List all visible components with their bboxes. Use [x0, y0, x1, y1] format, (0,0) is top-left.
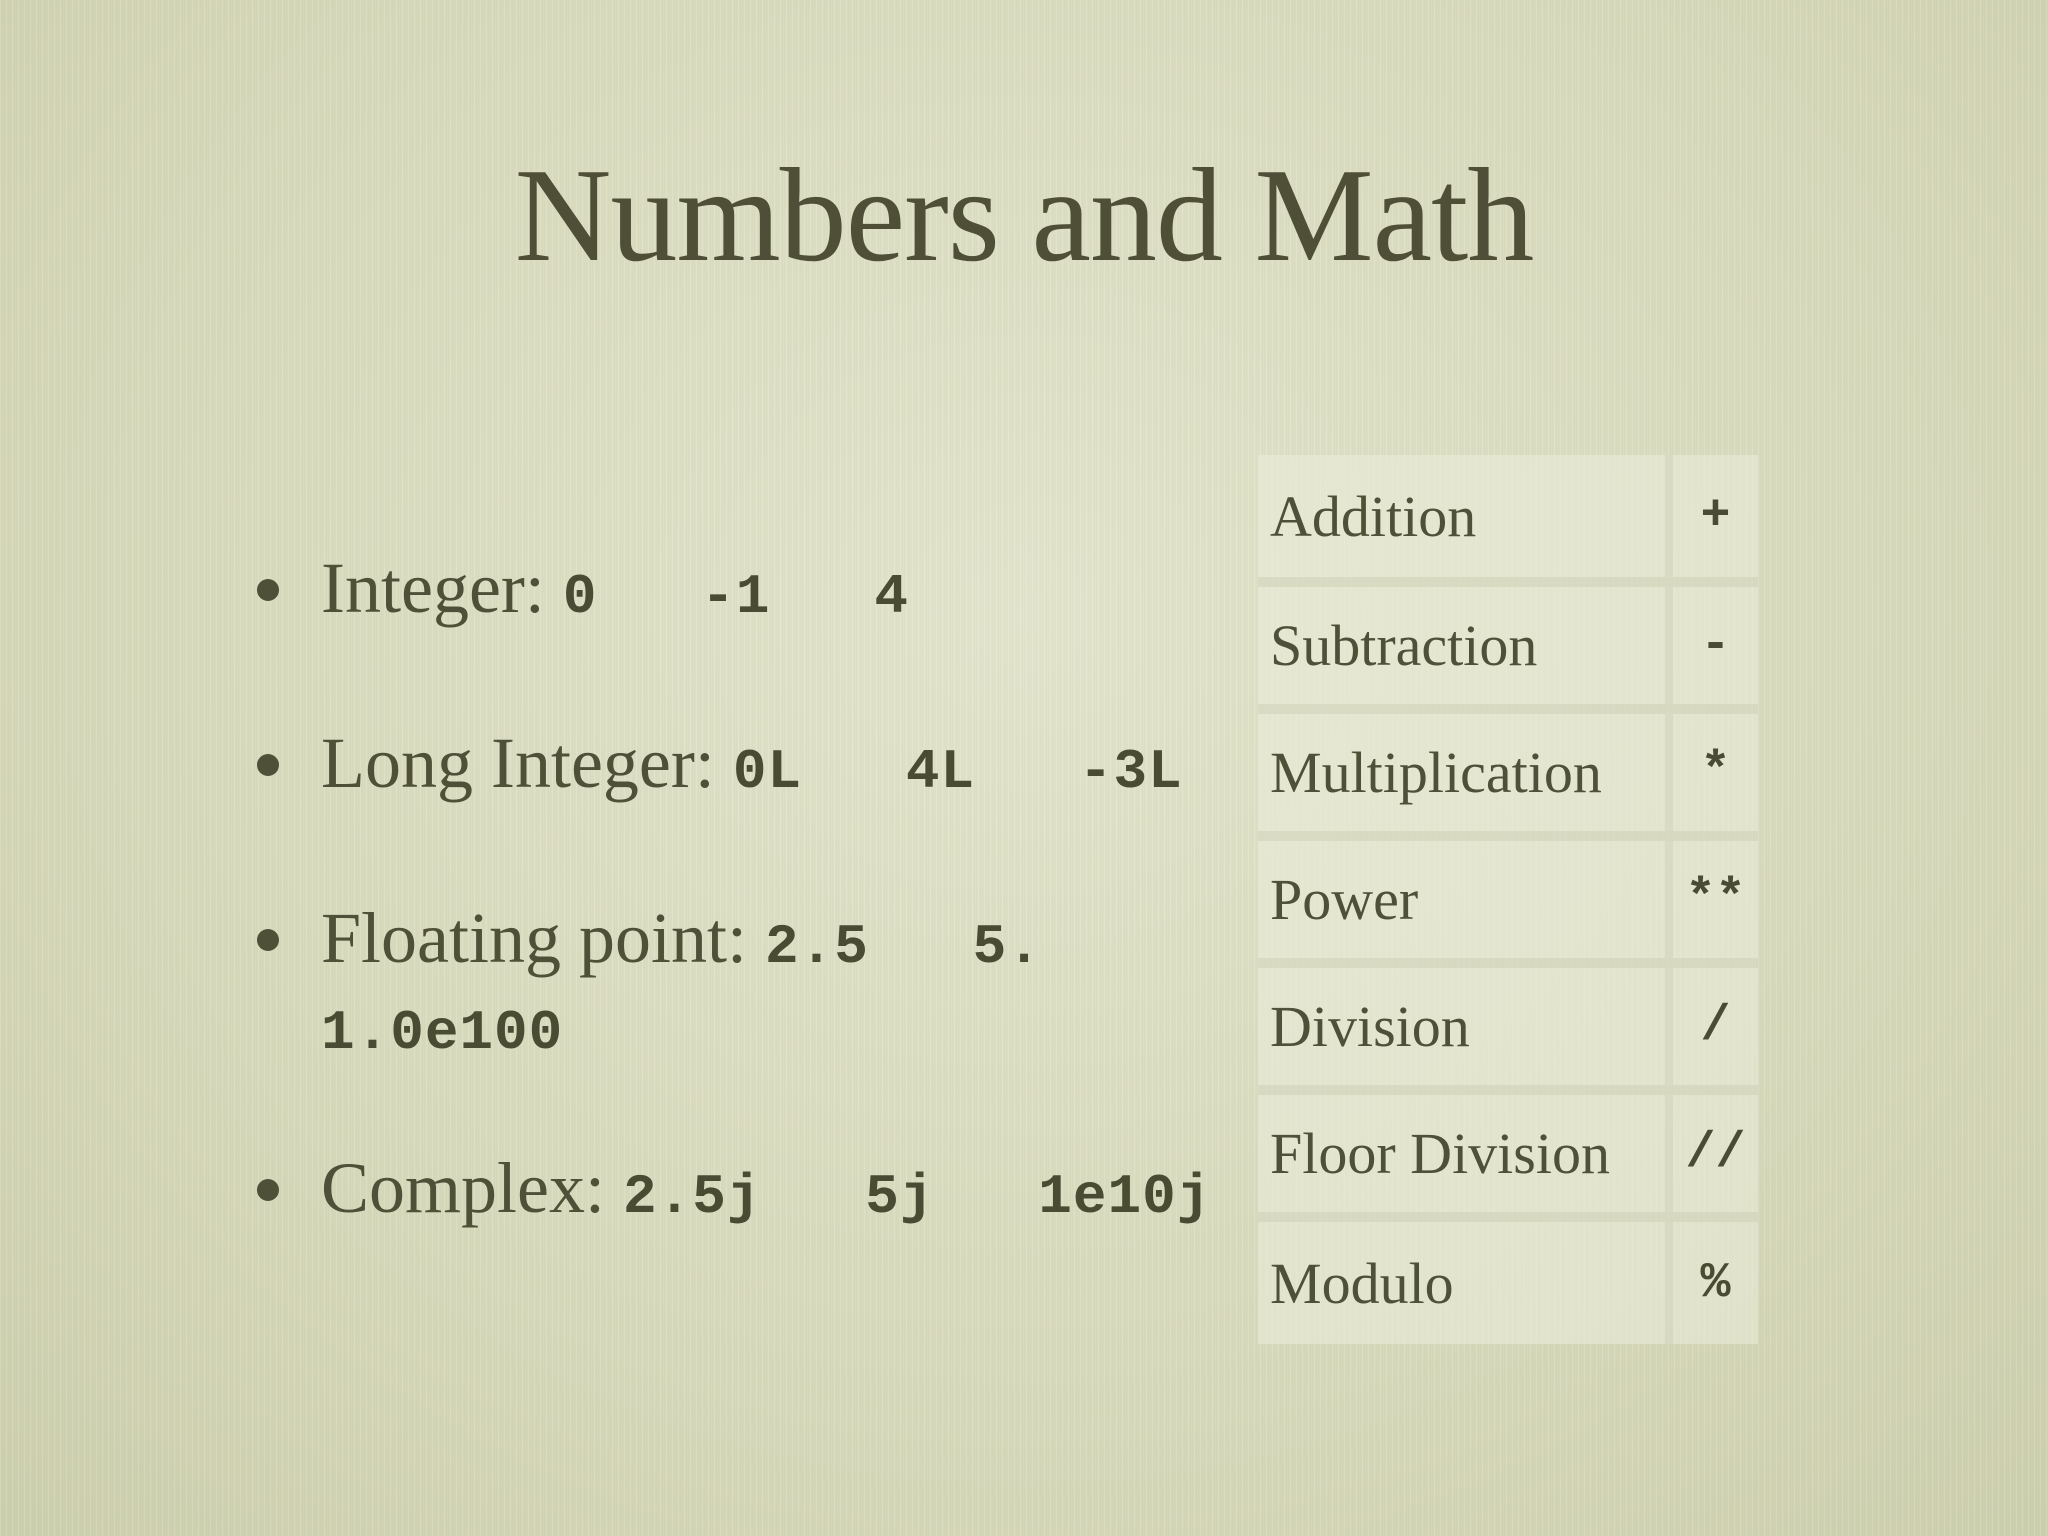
bullet-label: Floating point:: [321, 898, 766, 978]
operator-name: Subtraction: [1258, 582, 1669, 709]
table-row: [1258, 963, 1758, 1090]
operator-name: Addition: [1258, 455, 1669, 582]
slide-title: Numbers and Math: [514, 141, 1534, 289]
operator-symbol: *: [1669, 709, 1758, 836]
bullet-icon: [257, 579, 279, 601]
operator-name: Division: [1258, 963, 1669, 1090]
code-example: 0 -1 4: [562, 565, 909, 629]
operator-name: Multiplication: [1258, 709, 1669, 836]
operator-symbol: +: [1669, 455, 1758, 582]
operator-symbol: //: [1669, 1090, 1758, 1217]
operator-symbol: -: [1669, 582, 1758, 709]
table-row: [1258, 455, 1758, 582]
bullet-integer: [255, 545, 909, 640]
code-example: 2.5 5.: [765, 915, 1042, 979]
bullet-complex: [255, 1145, 1211, 1240]
bullet-icon: [257, 1179, 279, 1201]
bullet-long-integer: [255, 720, 1183, 815]
operator-name: Modulo: [1258, 1217, 1669, 1344]
table-row: [1258, 709, 1758, 836]
table-row: [1258, 1217, 1758, 1344]
code-example: 0L 4L -3L: [732, 740, 1183, 804]
table-row: [1258, 1090, 1758, 1217]
bullet-icon: [257, 754, 279, 776]
code-example-continued: 1.0e100: [321, 1001, 564, 1065]
code-example: 2.5j 5j 1e10j: [623, 1165, 1212, 1229]
bullet-label: Integer:: [321, 548, 563, 628]
bullet-icon: [257, 929, 279, 951]
operators-table: [1258, 455, 1758, 1344]
operator-symbol: **: [1669, 836, 1758, 963]
bullet-floating-point: [255, 895, 1042, 1076]
operator-name: Power: [1258, 836, 1669, 963]
table-row: [1258, 836, 1758, 963]
table-row: [1258, 582, 1758, 709]
operator-symbol: /: [1669, 963, 1758, 1090]
operator-symbol: %: [1669, 1217, 1758, 1344]
bullet-label: Long Integer:: [321, 723, 733, 803]
operator-name: Floor Division: [1258, 1090, 1669, 1217]
bullet-label: Complex:: [321, 1148, 623, 1228]
